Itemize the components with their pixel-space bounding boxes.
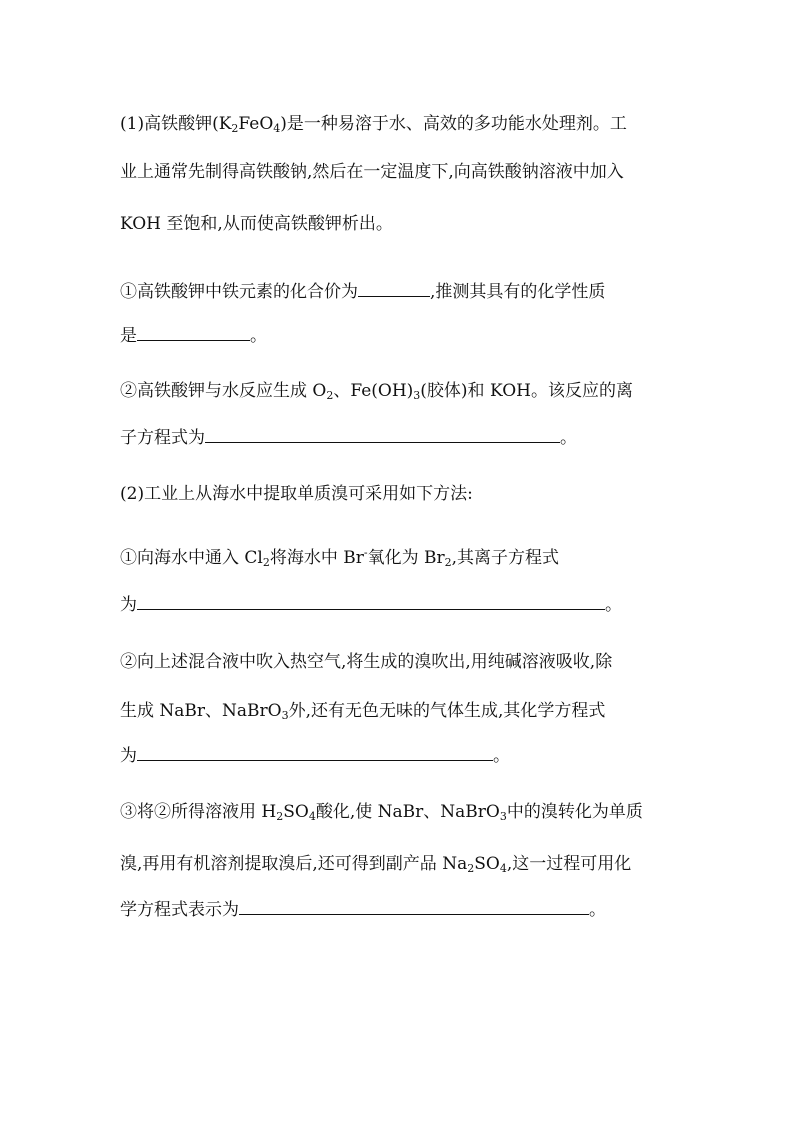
q2-s3-line-2 — [120, 853, 631, 875]
q2-s3-line2-sub-1: 2 — [467, 862, 475, 875]
q2-s2-line2-text-b: 外,还有无色无味的气体生成,其化学方程式 — [288, 701, 606, 721]
q2-s1-text-c: 氧化为 Br — [367, 548, 445, 568]
q1-line1-text-b: FeO — [238, 114, 274, 134]
q2-s3-line2-text-c: ,这一过程可用化 — [506, 854, 632, 874]
q2-s3-sub-3: 3 — [499, 810, 507, 823]
answer-blank-valence[interactable] — [358, 278, 430, 297]
q2-s3-line3-text-b: 。 — [589, 900, 606, 920]
q2-s2-line3-text-a: 为 — [120, 746, 137, 766]
q1-line-1 — [120, 113, 627, 135]
q1-sub2-text-b: 、Fe(OH) — [333, 381, 414, 401]
q1-sub2-line2-text-b: 。 — [560, 428, 577, 448]
q2-s3-line3-text-a: 学方程式表示为 — [120, 900, 239, 920]
q1-sub1-text-b: ,推测其具有的化学性质 — [430, 282, 606, 302]
q1-sub1-line-2 — [120, 322, 267, 347]
q2-s1-text-a: ①向海水中通入 Cl — [120, 548, 263, 568]
q1-sub1-line-1 — [120, 278, 605, 303]
q2-s2-line-3 — [120, 742, 510, 767]
q1-sub1-line2-text-b: 。 — [250, 326, 267, 346]
q1-line3-text: KOH 至饱和,从而使高铁酸钾析出。 — [120, 214, 393, 234]
q1-line2-text: 业上通常先制得高铁酸钠,然后在一定温度下,向高铁酸钠溶液中加入 — [120, 162, 624, 182]
q2-s3-text-c: 酸化,使 NaBr、NaBrO — [315, 802, 500, 822]
q2-s1-line-1 — [120, 547, 559, 569]
q2-s3-text-a: ③将②所得溶液用 H — [120, 802, 277, 822]
answer-blank-ionic-equation-2[interactable] — [137, 591, 605, 610]
q2-s3-line-1 — [120, 801, 643, 823]
q2-s1-line2-text-a: 为 — [120, 595, 137, 615]
q2-s3-line2-text-b: SO — [474, 854, 500, 874]
q2-intro-text: (2)工业上从海水中提取单质溴可采用如下方法: — [120, 484, 473, 504]
q2-s2-sub: 3 — [281, 709, 289, 722]
q1-line-3 — [120, 213, 393, 235]
q1-sub2-text-c: (胶体)和 KOH。该反应的离 — [420, 381, 633, 401]
q1-line1-sub-2: 4 — [273, 122, 281, 135]
q2-s2-line3-text-b: 。 — [493, 746, 510, 766]
q1-sub2-line2-text-a: 子方程式为 — [120, 428, 205, 448]
answer-blank-ionic-equation-1[interactable] — [205, 424, 560, 443]
q1-sub2-sub-1: 2 — [326, 389, 334, 402]
q2-s1-sup: - — [363, 546, 368, 559]
q2-s1-line-2 — [120, 591, 622, 616]
answer-blank-chemical-equation-2[interactable] — [239, 896, 589, 915]
q2-s3-sub-2: 4 — [308, 810, 316, 823]
q2-s3-line2-sub-2: 4 — [499, 862, 507, 875]
q1-line-2 — [120, 161, 624, 183]
q2-intro — [120, 483, 473, 505]
q1-sub2-line-1 — [120, 380, 633, 402]
q1-sub2-text-a: ②高铁酸钾与水反应生成 O — [120, 381, 327, 401]
q1-line1-text-a: (1)高铁酸钾(K — [120, 114, 232, 134]
q2-s2-line-1 — [120, 651, 612, 673]
q1-sub1-line2-text-a: 是 — [120, 326, 137, 346]
q2-s1-sub-2: 2 — [444, 556, 452, 569]
q1-line1-sub-1: 2 — [231, 122, 239, 135]
q2-s2-line-2 — [120, 700, 605, 722]
q1-sub2-line-2 — [120, 424, 577, 449]
q2-s1-text-d: ,其离子方程式 — [451, 548, 560, 568]
q2-s1-line2-text-b: 。 — [605, 595, 622, 615]
q1-line1-text-c: )是一种易溶于水、高效的多功能水处理剂。工 — [280, 114, 627, 134]
q1-sub1-text-a: ①高铁酸钾中铁元素的化合价为 — [120, 282, 358, 302]
q1-sub2-sub-2: 3 — [413, 389, 421, 402]
q2-s1-sub-1: 2 — [262, 556, 270, 569]
q2-s1-text-b: 将海水中 Br — [269, 548, 364, 568]
answer-blank-chemical-property[interactable] — [137, 322, 250, 341]
answer-blank-chemical-equation-1[interactable] — [137, 742, 493, 761]
q2-s3-text-d: 中的溴转化为单质 — [506, 802, 643, 822]
q2-s2-line2-text-a: 生成 NaBr、NaBrO — [120, 701, 282, 721]
q2-s3-text-b: SO — [283, 802, 309, 822]
q2-s3-sub-1: 2 — [276, 810, 284, 823]
q2-s3-line2-text-a: 溴,再用有机溶剂提取溴后,还可得到副产品 Na — [120, 854, 468, 874]
q2-s2-line1-text: ②向上述混合液中吹入热空气,将生成的溴吹出,用纯碱溶液吸收,除 — [120, 652, 613, 672]
q2-s3-line-3 — [120, 896, 606, 921]
